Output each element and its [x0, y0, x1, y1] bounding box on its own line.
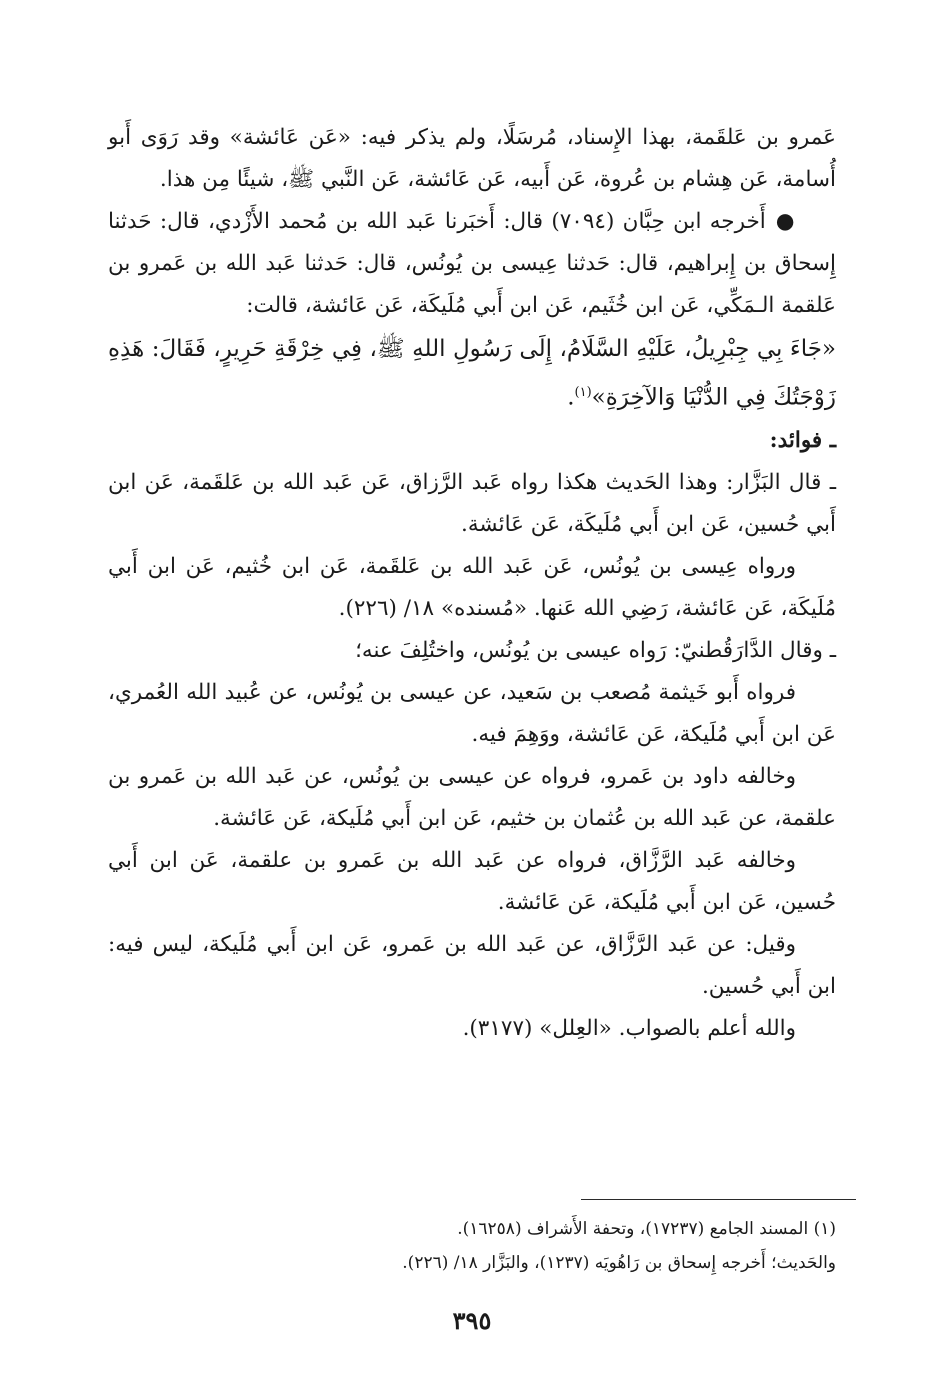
paragraph-daraqutni: ـ وقال الدَّارَقُطنيّ: رَواه عيسى بن يُونُس، واختُلِفَ عنه؛: [355, 637, 836, 663]
paragraph-abu-khaythama: فرواه أَبو خَيثمة مُصعب بن سَعيد، عن عيسى بن يُونُس، عن عُبيد الله العُمري، عَن ابن أَبي مُلَيكة، عَن عَائشة، ووَهِمَ فيه.: [108, 679, 836, 747]
bullet-icon: ●: [775, 209, 796, 234]
footnotes: [108, 1212, 836, 1280]
footnote-1: (١) المسند الجامع (١٧٢٣٧)، وتحفة الأَشراف (١٦٢٥٨).: [457, 1219, 836, 1239]
page-number: ٣٩٥: [452, 1306, 492, 1335]
footnote-2: والحَديث؛ أَخرجه إِسحاق بن رَاهُويَه (١٢٣٧)، والبَزَّار ١٨/ (٢٢٦).: [402, 1253, 836, 1273]
paragraph-2-text: أَخرجه ابن حِبَّان (٧٠٩٤) قال: أَخبَرنا عَبد الله بن مُحمد الأَزْدي، قال: حَدثنا إِسحاق بن إِبراهيم، قال: حَدثنا عِيسى بن يُونُس، قال: حَدثنا عَبد الله بن عَمرو بن عَلقمة الـمَكِّي، عَن ابن خُثَيم، عَن ابن أَبي مُلَيكَة، عَن عَائشة، قالت:: [108, 209, 836, 318]
hadith-quote-text: «جَاءَ بِي جِبْرِيلُ، عَلَيْهِ السَّلَامُ، إِلَى رَسُولِ اللهِ ﷺ، فِي خِرْقَةِ حَرِيرٍ، فَقَالَ: هَذِهِ زَوْجَتُكَ فِي الدُّنْيَا وَالآخِرَةِ»: [108, 336, 836, 411]
paragraph-abdulrazzaq: وخالفه عَبد الرَّزَّاق، فرواه عن عَبد الله بن عَمرو بن علقمة، عَن ابن أَبي حُسين، عَن ابن أَبي مُلَيكة، عَن عَائشة.: [108, 847, 836, 915]
paragraph-isa-narration: ورواه عِيسى بن يُونُس، عَن عَبد الله بن عَلقَمة، عَن ابن خُثيم، عَن ابن أَبي مُلَيكَة، عَن عَائشة، رَضِي الله عَنها. «مُسنده» ١٨/ (٢٢٦).: [108, 553, 836, 621]
footnote-divider: [581, 1199, 856, 1200]
footnote-reference: (١): [574, 385, 592, 400]
paragraph-qila: وقيل: عن عَبد الرَّزَّاق، عن عَبد الله بن عَمرو، عَن ابن أَبي مُلَيكة، ليس فيه: ابن أَبي حُسين.: [108, 931, 836, 999]
paragraph-2: [108, 201, 836, 327]
section-heading-benefits: ـ فوائد:: [769, 427, 836, 453]
paragraph-closing: والله أعلم بالصواب. «العِلل» (٣١٧٧).: [462, 1015, 796, 1041]
paragraph-dawud: وخالفه داود بن عَمرو، فرواه عن عيسى بن يُونُس، عن عَبد الله بن عَمرو بن علقمة، عن عَبد الله بن عُثمان بن خثيم، عَن ابن أَبي مُلَيكة، عَن عَائشة.: [108, 763, 836, 831]
paragraph-bazzar: ـ قال البَزَّار: وهذا الحَديث هكذا رواه عَبد الرَّزاق، عَن عَبد الله بن عَلقَمة، عَن ابن أَبي حُسين، عَن ابن أَبي مُلَيكَة، عَن عَائشة.: [108, 469, 836, 537]
hadith-quote: «جَاءَ بِي جِبْرِيلُ، عَلَيْهِ السَّلَامُ، إِلَى رَسُولِ اللهِ ﷺ، فِي خِرْقَةِ حَرِيرٍ، فَقَالَ: هَذِهِ زَوْجَتُكَ فِي الدُّنْيَا وَالآخِرَةِ»$^{(١)}$.: [108, 336, 836, 411]
main-text: [108, 117, 836, 1050]
paragraph-1: عَمرو بن عَلقَمة، بهذا الإِسناد، مُرسَلًا، ولم يذكر فيه: «عَن عَائشة» وقد رَوَى أَبو أُسامة، عَن هِشام بن عُروة، عَن أَبيه، عَن عَائشة، عَن النَّبي ﷺ، شيئًا مِن هذا.: [108, 125, 836, 192]
